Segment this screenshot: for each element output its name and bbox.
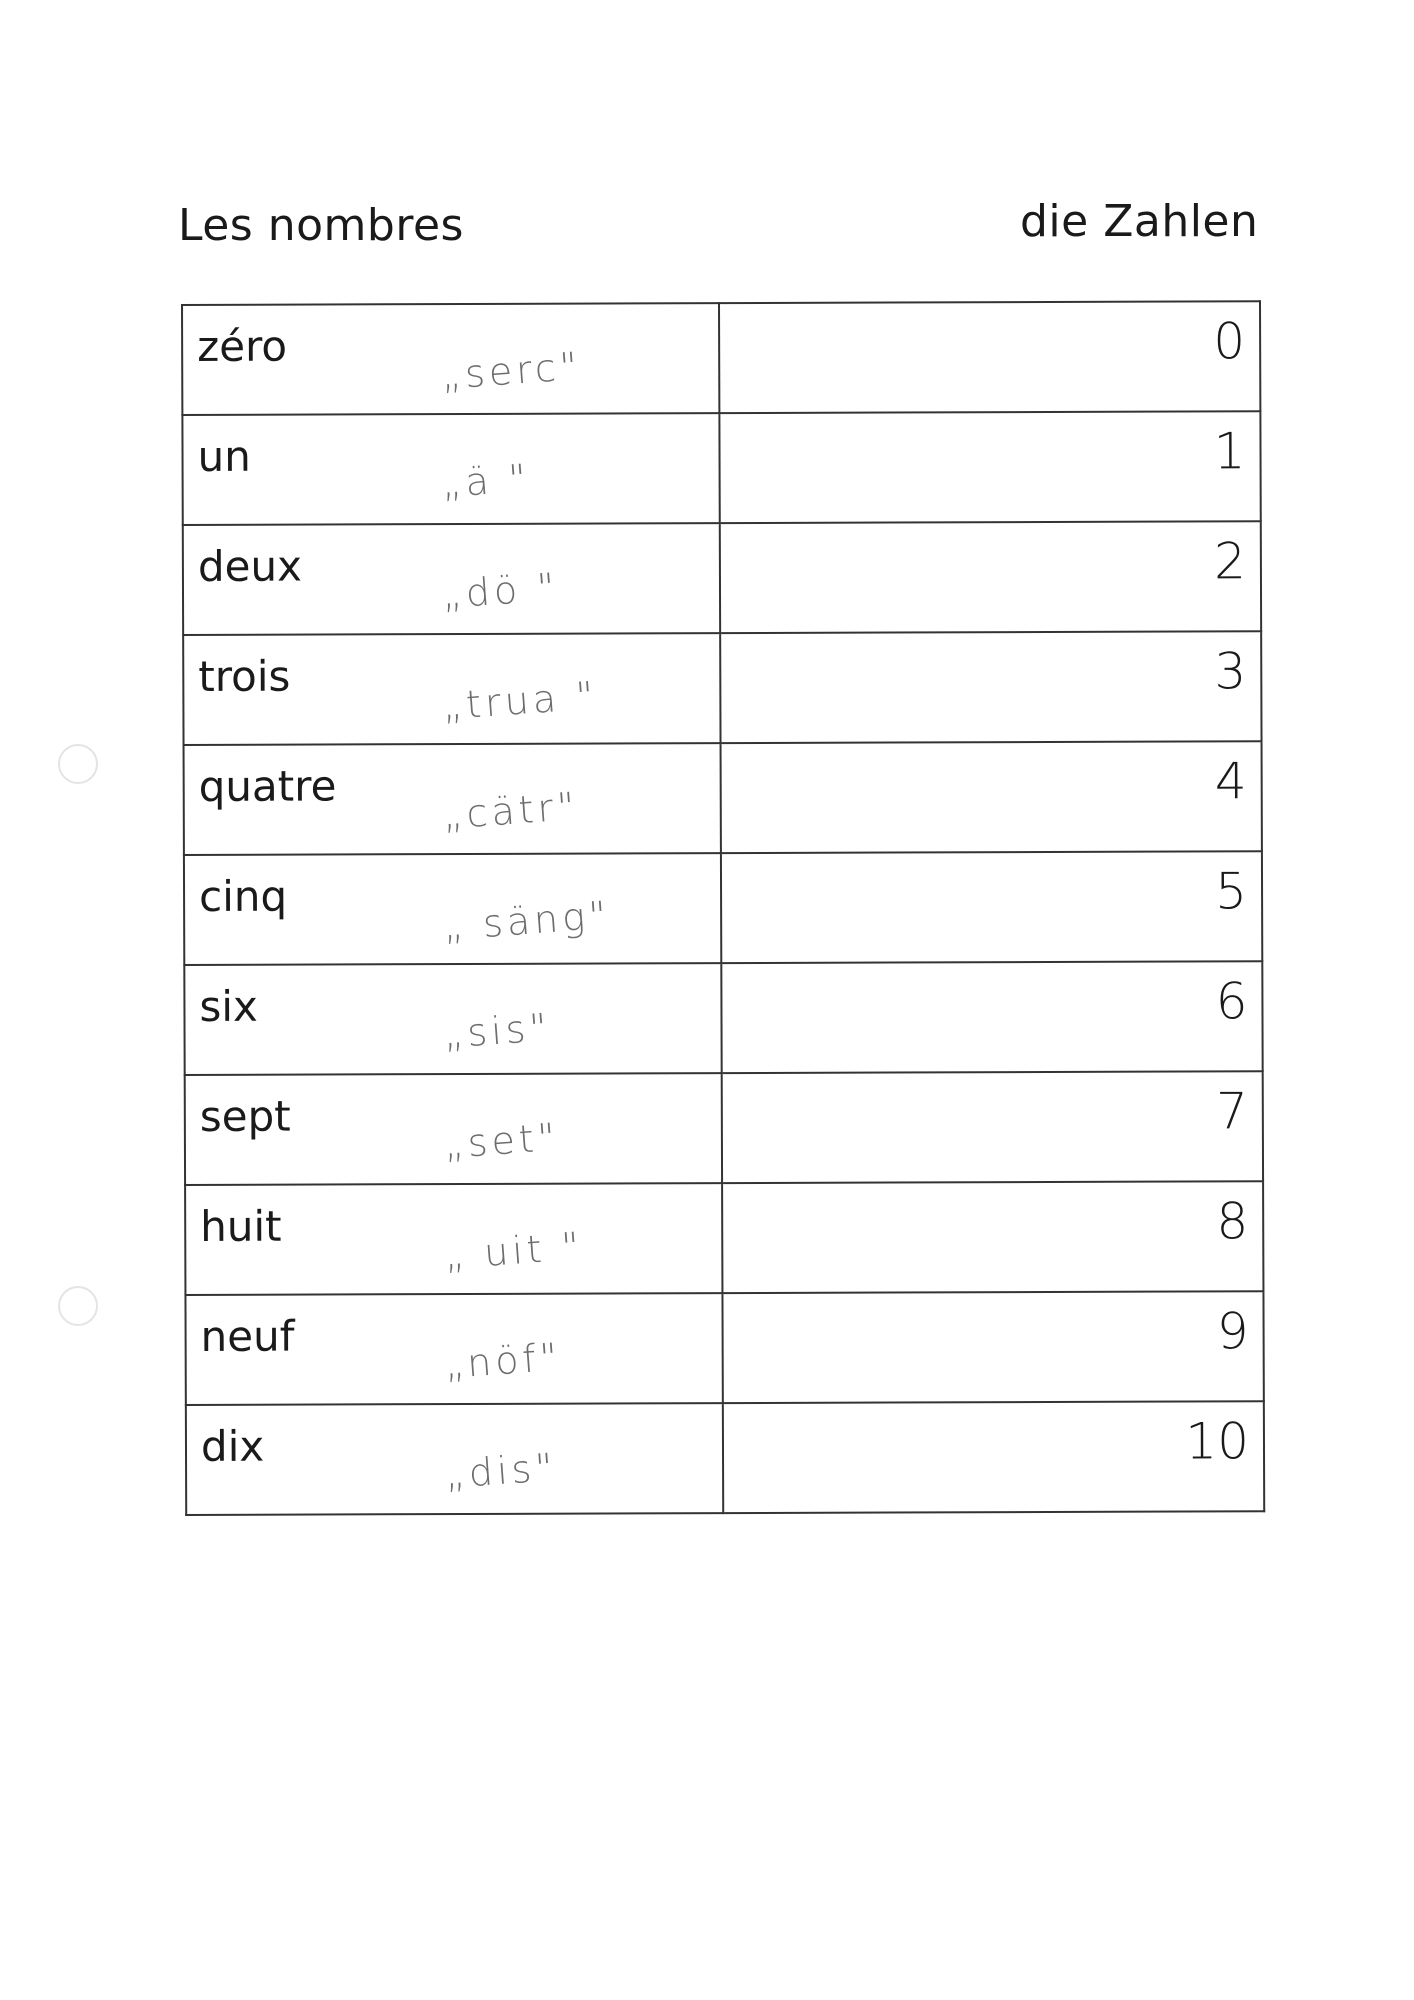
french-word: zéro [197,321,288,371]
pronunciation-note: „dö " [440,564,561,618]
pronunciation-note: „dis" [443,1444,559,1497]
french-word: quatre [198,761,337,811]
number-value: 8 [1216,1192,1249,1251]
number-cell [722,1181,1263,1293]
pronunciation-note: „ uit " [442,1223,585,1278]
french-word: cinq [198,871,288,921]
title-french: Les nombres [178,200,464,251]
pronunciation-note: „cätr" [441,783,581,838]
number-cell [720,631,1261,743]
punch-hole-bottom [58,1286,98,1326]
french-word-cell [182,303,719,415]
number-value: 5 [1215,862,1248,921]
french-word: huit [200,1201,282,1251]
french-word: six [199,981,258,1031]
number-value: 2 [1213,532,1247,591]
pronunciation-note: „serc" [439,343,583,398]
number-value: 10 [1185,1412,1250,1471]
french-word-cell [185,1293,722,1405]
french-word: sept [199,1091,291,1141]
number-value: 7 [1215,1082,1248,1141]
french-word-cell [186,1403,723,1515]
number-cell [721,961,1262,1073]
number-value: 6 [1215,972,1248,1031]
french-word: neuf [200,1311,295,1361]
punch-hole-top [58,744,98,784]
table-row [182,301,1260,415]
table-row [186,1401,1264,1515]
french-word-cell [185,1183,722,1295]
table-row [184,961,1262,1075]
french-word: un [197,431,251,481]
number-value: 0 [1213,312,1246,371]
number-cell [721,851,1262,963]
table-row [183,521,1261,635]
table-row [182,411,1260,525]
number-value: 3 [1214,642,1247,701]
number-cell [723,1401,1264,1513]
french-word-cell [183,523,720,635]
number-value: 9 [1216,1302,1249,1361]
number-value: 1 [1213,422,1246,481]
french-word-cell [184,963,721,1075]
table-row [184,741,1262,855]
pronunciation-note: „sis" [442,1005,553,1057]
french-word-cell [184,853,721,965]
table-row [185,1071,1263,1185]
pronunciation-note: „trua " [440,673,599,729]
number-cell [722,1071,1263,1183]
pronunciation-note: „ä " [440,455,532,507]
french-word: dix [200,1421,265,1471]
french-word-cell [182,413,719,525]
table-row [184,851,1262,965]
number-value: 4 [1214,752,1247,811]
french-word-cell [184,743,721,855]
table-row [185,1291,1263,1405]
table-row [185,1181,1263,1295]
pronunciation-note: „nöf" [443,1334,563,1388]
title-german: die Zahlen [1020,196,1259,247]
number-cell [719,411,1260,523]
pronunciation-note: „set" [442,1114,561,1168]
numbers-vocab-table [181,300,1265,1516]
french-word: trois [198,651,291,701]
number-cell [720,521,1261,633]
french-word: deux [197,541,302,591]
table-row [183,631,1261,745]
number-cell [721,741,1262,853]
number-cell [719,301,1260,413]
french-word-cell [183,633,720,745]
number-cell [722,1291,1263,1403]
french-word-cell [185,1073,722,1185]
pronunciation-note: „ säng" [441,892,612,949]
